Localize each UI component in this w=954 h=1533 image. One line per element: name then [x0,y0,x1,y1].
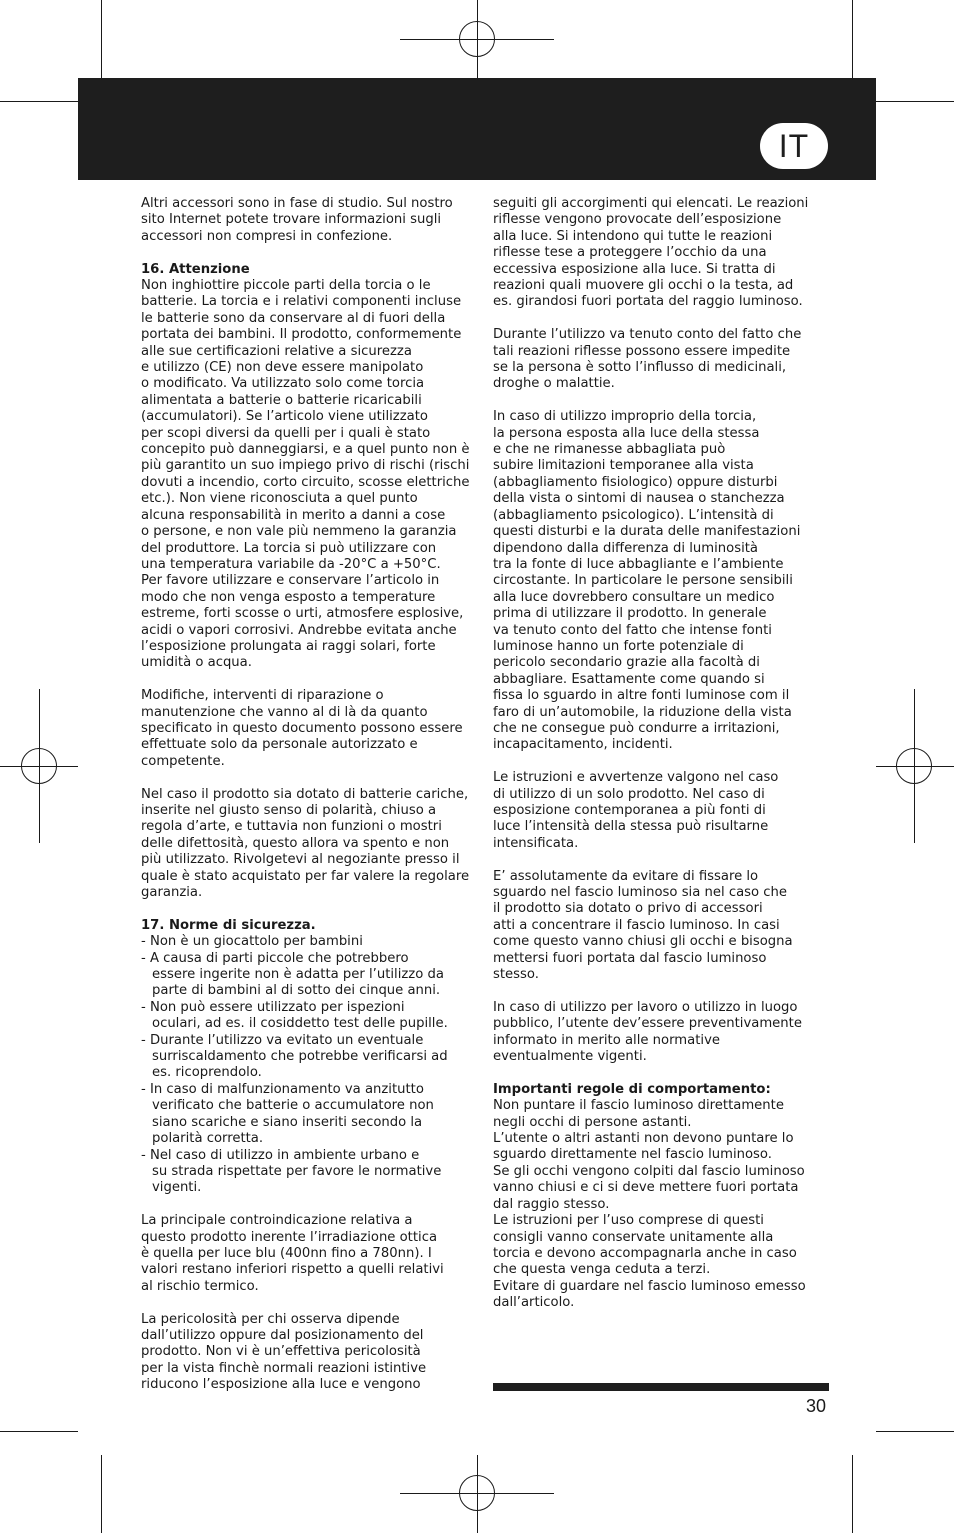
right-paragraph-5: E’ assolutamente da evitare di fissare lo sguardo nel fascio luminoso sia nel caso che il prodotto sia dotato o privo di accessori atti a concentrare il fascio luminoso. In casi come questo vanno chiusi gli occhi e bisogna mettersi fuori portata dal fascio luminoso stesso. [493,868,793,983]
rules-title: Importanti regole di comportamento: [493,1081,771,1097]
header-band [78,78,876,180]
left-column [141,196,481,1394]
list-item: - Non può essere utilizzato per ispezioni oculari, ad es. il cosiddetto test delle pupille. [141,999,448,1032]
section-16-title: 16. Attenzione [141,261,250,277]
section-16-paragraph-2: Modifiche, interventi di riparazione o manutenzione che vanno al di là da quanto specificato in questo documento possono essere effettuate solo da personale autorizzato e competente. [141,688,463,769]
section-17-paragraph-1: La principale controindicazione relativa a questo prodotto inerente l’irradiazione ottica è quella per luce blu (400nn fino a 780nn). I valori restano inferiori rispetto a quelli relativi al rischio termico. [141,1213,444,1294]
section-17-paragraph-2: La pericolosità per chi osserva dipende dall’utilizzo oppure dal posizionamento del prodotto. Non vi è un’effettiva pericolosità per la vista finchè normali reazioni istintive riducono l’esposizione alla luce e vengono [141,1311,427,1393]
rules-paragraph: Non puntare il fascio luminoso direttamente negli occhi di persone astanti. L’utente o altri astanti non devono puntare lo sguardo direttamente nel fascio luminoso. Se gli occhi vengono colpiti dal fascio luminoso vanno chiusi e ci si deve mettere fuori portata dal raggio stesso. Le istruzioni per l’uso comprese di questi consigli vanno conservate unitamente alla torcia e devono accompagnarla anche in caso che questa venga ceduta a terzi. Evitare di guardare nel fascio luminoso emesso dall’articolo. [493,1098,806,1311]
safety-list [141,934,481,1197]
list-item: - Nel caso di utilizzo in ambiente urbano e su strada rispettate per favore le normative vigenti. [141,1147,442,1196]
right-paragraph-4: Le istruzioni e avvertenze valgono nel caso di utilizzo di un solo prodotto. Nel caso di esposizione contemporanea a più fonti di luce l’intensità della stessa può risultarne intensificata. [493,770,779,851]
section-17-title: 17. Norme di sicurezza. [141,917,316,933]
right-paragraph-2: Durante l’utilizzo va tenuto conto del fatto che tali reazioni riflesse possono essere impedite se la persona è sotto l’influsso di medicinali, droghe o malattie. [493,327,802,392]
page-number: 30 [805,1396,826,1416]
footer-bar [493,1383,829,1391]
language-badge: IT [760,123,828,169]
right-paragraph-3: In caso di utilizzo improprio della torcia, la persona esposta alla luce della stessa e che ne rimanesse abbagliata può subire limitazioni temporanee alla vista (abbagliamento fisiologico) oppure disturbi della vista o sintomi di nausea o stanchezza (abbagliamento psicologico). L’intensità di questi disturbi e la durata delle manifestazioni dipendono dalla differenza di luminosità tra la fonte di luce abbagliante e l’ambiente circostante. In particolare le persone sensibili alla luce dovrebbero consultare un medico prima di utilizzare il prodotto. In generale va tenuto conto del fatto che intense fonti luminose hanno un forte potenziale di pericolo secondario grazie alla facoltà di abbagliare. Esattamente come quando si fissa lo sguardo in altre fonti luminose com il faro di un’automobile, la riduzione della vista che ne consegue può condurre a irritazioni, incapacitamento, incidenti. [493,409,801,753]
section-16-paragraph-3: Nel caso il prodotto sia dotato di batterie cariche, inserite nel giusto senso di polarità, chiuso a regola d’arte, e tuttavia non funzioni o mostri delle difettosità, questo allora va spento e non più utilizzato. Rivolgetevi al negoziante presso il quale è stato acquistato per far valere la regolare garanzia. [141,786,470,901]
right-paragraph-6: In caso di utilizzo per lavoro o utilizzo in luogo pubblico, l’utente dev’essere preventivamente informato in merito alle normative eventualmente vigenti. [493,999,802,1065]
list-item: - A causa di parti piccole che potrebbero essere ingerite non è adatta per l’utilizzo da parte di bambini al di sotto dei cinque anni. [141,950,444,999]
right-column [493,196,833,1312]
list-item: - In caso di malfunzionamento va anzitutto verificato che batterie o accumulatore non siano scariche e siano inseriti secondo la polarità corretta. [141,1081,434,1147]
intro-paragraph: Altri accessori sono in fase di studio. Sul nostro sito Internet potete trovare informazioni sugli accessori non compresi in confezione. [141,196,453,244]
list-item: - Durante l’utilizzo va evitato un eventuale surriscaldamento che potrebbe verificarsi ad es. ricoprendolo. [141,1032,448,1081]
right-paragraph-1: seguiti gli accorgimenti qui elencati. Le reazioni riflesse vengono provocate dell’esposizione alla luce. Si intendono qui tutte le reazioni riflesse tese a proteggere l’occhio da una eccessiva esposizione alla luce. Si tratta di reazioni quali muovere gli occhi o la testa, ad es. girandosi fuori portata del raggio luminoso. [493,196,809,310]
list-item: - Non è un giocattolo per bambini [141,934,363,950]
section-16-paragraph-1: Non inghiottire piccole parti della torcia o le batterie. La torcia e i relativi componenti incluse le batterie sono da conservare al di fuori della portata dei bambini. Il prodotto, conformemente alle sue certificazioni relative a sicurezza e utilizzo (CE) non deve essere manipolato o modificato. Va utilizzato solo come torcia alimentata a batterie o batterie ricaricabili (accumulatori). Se l’articolo viene utilizzato per scopi diversi da quelli per i quali è stato concepito può danneggiarsi, e a quel punto non è più garantito un suo impiego privo di rischi (rischi dovuti a incendio, corto circuito, scosse elettriche etc.). Non viene riconosciuta a quel punto alcuna responsabilità in merito a danni a cose o persone, e non vale più nemmeno la garanzia del produttore. La torcia si può utilizzare con una temperatura variabile da -20°C a +50°C. Per favore utilizzare e conservare l’articolo in modo che non venga esposto a temperature estreme, forti scosse o urti, atmosfere esplosive, acidi o vapori corrosivi. Andrebbe evitata anche l’esposizione prolungata ai raggi solari, forte umidità o acqua. [141,278,470,671]
